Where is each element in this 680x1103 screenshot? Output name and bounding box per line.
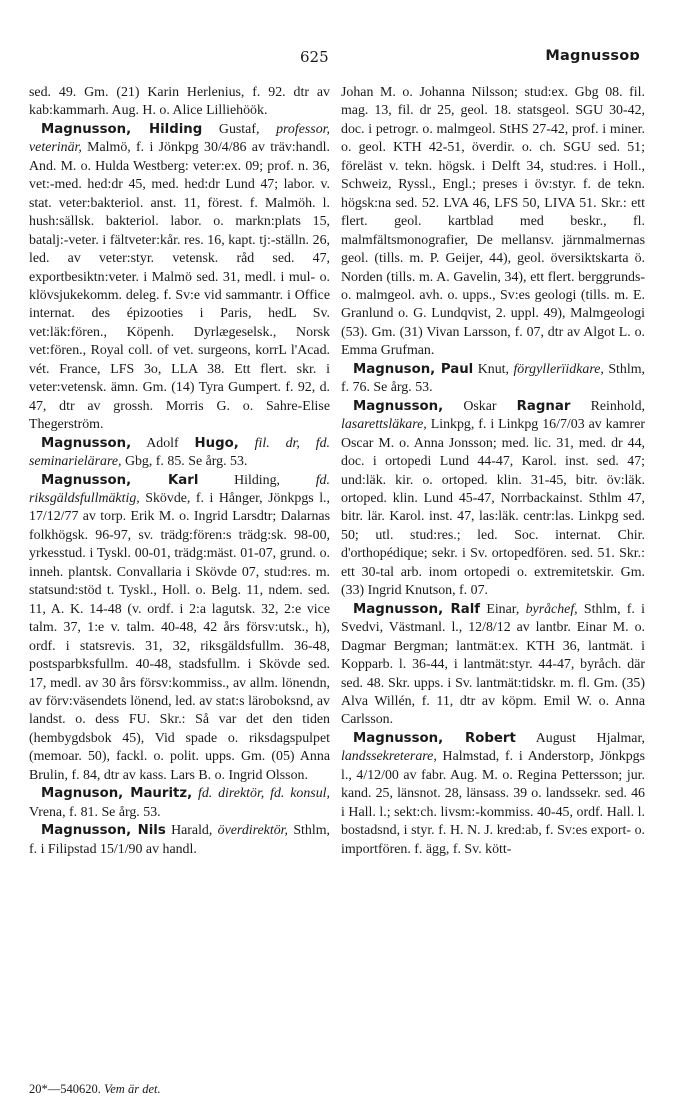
footer-note: Vem är det. <box>104 1082 161 1096</box>
entry-title: överdirektör, <box>217 823 288 839</box>
entry-text: Vrena, f. 81. Se årg. 53. <box>29 804 161 820</box>
entry-text: Sthlm, f. 76. Se årg. 53. <box>341 361 645 396</box>
running-head: Magnussoɒ <box>545 48 640 64</box>
entry-headword: Magnusson, <box>353 398 444 414</box>
page-number: 625 <box>300 48 329 66</box>
entry-text: Sthlm, f. i Svedvi, Västmanl. l., 12/8/12 av lantbr. Einar M. o. Dagmar Bergman; lantmät:ex. KTH 36, lantmät. i Kopparb. l. 36-44, i lantmät:styr. 44-47, byråch. där sed. 48. Skr. upps. i Sv. lantmät:tidskr. m. fl. Gm. (35) Alva Willén, f. 11, dtr av köpm. Emil W. o. Anna Carlsson. <box>341 601 645 728</box>
entry-text: Linkpg, f. i Linkpg 16/7/03 av kamrer Oscar M. o. Anna Jonsson; med. lic. 31, med. dr 44, doc. i ortopedi Lund 44-47, Karol. inst. sed. 47; und:läk. kir. o. ortoped. klin. 31-45, bitr. öv:läk. ortoped. klin. Lund 45-47, Norrbackainst. Sthlm 47, bitr. lär. Karol. inst. 47, las:läk. centr:las. Linkpg sed. 50; utl. stud:res.; led. Soc. internat. Chir. d'orthopédique; sekr. i Sv. ortopedfören. sed. 51. Skr.: ett 30-tal arb. inom ortopedi o. extremitetskir. Gm. (33) Ingrid Knutson, f. 07. <box>341 417 645 599</box>
entry-title: fd. direktör, fd. konsul, <box>198 786 330 802</box>
entry-continuation <box>29 84 330 121</box>
entry-text: Sthlm, f. i Filipstad 15/1/90 av handl. <box>29 823 330 857</box>
entry-headword: Magnusson, Hilding <box>41 121 203 137</box>
entry-headword: Magnusson, Ralf <box>353 601 481 617</box>
entry-title: byråchef, <box>525 601 578 617</box>
page-header <box>0 48 680 72</box>
entry-text: Halmstad, f. i Anderstorp, Jönkpgs l., 4/12/00 av fabr. Aug. M. o. Regina Pettersson; jur. kand. 25, länsnot. 28, länsass. 39 o. landssekr. sed. 46 i Hall. l.; sekt:ch. livsm:-kommiss. 40-45, ordf. Hall. l. bostadsnd, i styr. f. H. N. J. kred:ab, f. Sv:es export- o. importfören. f. ägg, f. Sv. kött- <box>341 749 645 857</box>
entry-title: förgyllerïidkare, <box>513 361 604 377</box>
entry-headword: Hugo, <box>194 435 239 451</box>
entry-continuation <box>341 84 645 361</box>
entry-text: Gbg, f. 85. Se årg. 53. <box>121 454 248 470</box>
entry-title: landssekreterare, <box>341 749 437 765</box>
entry-text: Knut, <box>473 361 514 377</box>
entry-text: August Hjalmar, <box>515 730 645 746</box>
footer-signature: 20*—540620. <box>29 1082 101 1096</box>
entry <box>29 121 330 435</box>
entry-text: Johan M. o. Johanna Nilsson; stud:ex. Gbg 08. fil. mag. 13, fil. dr 25, geol. 18. statsgeol. SGU 30-42, doc. i petrogr. o. malmgeol. StHS 27-42, prof. i miner. o. geol. KTH 42-51, överdir. o. ch. SGU sed. 51; föreläst v. tekn. högsk. i Delft 34, stud:res. i Holl., Schweiz, Ryssl., Engl.; preses i öv:styr. f. de tekn. högsk:na sed. 52. LVA 46, LFS 50, LIVA 51. Skr.: ett flert. geol. kartblad med beskr., fl. malmfältsmonografier, De mellansv. järnmalmernas geol. (tills. m. P. Geijer, 44), geol. översiktskarta ö. Norden (tills. m. A. Gavelin, 34), ett flert. berggrunds- o. malmgeol. avh. o. upps., Sv:es geologi (tills. m. E. Granlund o. G. Lundqvist, 2. uppl. 49), Malmgeologi (53). Gm. (31) Vivan Larsson, f. 07, dtr av Algot L. o. Emma Grufman. <box>341 85 645 359</box>
entry <box>29 472 330 786</box>
entry-text: Skövde, f. i Hånger, Jönkpgs l., 17/12/77 av torp. Erik M. o. Ingrid Larsdtr; Dalarnas folkhögsk. 96-97, sv. trädg:fören:s trädg:sk. 98-00, yrkesstud. i Tyskl. 00-01, trädg:mäst. 01-07, grund. o. inneh. plantsk. Convallaria i Skövde 07, stud:res. m. statsund:stöd t. Tyskl., Holl. o. Belg. 11, ndem. sed. 11, A. K. 14-48 (v. ordf. i 2:a lagutsk. 32, 2:e vice talm. 37, 1:e v. talm. 40-48, 42 års försv:utsk., h), ordf. i statsrevis. 31, 32, riksgäldsfullm. 36-48, postsparbksfullm. 40-48, stadsfullm. i Skövde sed. 17, medl. av 30 års försv:kommiss., av allm. lönendn, av förv:väsendets lönend, led. av stat:s läroboksnd, av landst. o. dess FU. Skr.: Så var det den tiden (hembygdsbok 45), Vid spade o. riksdagspulpet (memoar. 50), fackl. o. polit. upps. Gm. (05) Anna Brulin, f. 84, dtr av kass. Lars B. o. Ingrid Olsson. <box>29 490 330 783</box>
entry-headword: Magnuson, Mauritz, <box>41 786 193 802</box>
entry-title: fil. dr, fd. seminarielärare, <box>29 435 330 470</box>
entry-text: Malmö, f. i Jönkpg 30/4/86 av träv:handl. And. M. o. Hulda Westberg: veter:ex. 09; prof. n. 36, vet:-med. hed:dr 45, med. hed:dr Lund 47; labor. v. stat. veter:bakteriol. anst. 11, förest. f. Malmöh. l. hush:sällsk. bakteriol. labor. o. markn:plats 15, batalj:-veter. i fältveter:kår. res. 16, kapt. tj:-ställn. 26, led. av veter:styr. vetensk. råd sed. 47, exportbesiktn:veter. i Malmö sed. 31, medl. i mul- o. klövsjukekomm. deleg. f. Sv:e vid sammantr. i Office internat. des épizooties i Paris, hedL Sv. vet:läk:fören., Köpenh. Dyrlægeselsk., Norsk vet:fören., Royal coll. of vet. surgeons, korrL l'Acad. vét. France, LFS 3o, LLA 38. Ett flert. skr. i veter:vetensk. ämn. Gm. (14) Tyra Gumpert. f. 92, d. 47, dtr av grossh. Morris G. o. Sahre-Elise Thegerström. <box>29 140 330 433</box>
entry-text: Einar, <box>480 601 526 617</box>
entry <box>341 601 645 730</box>
entry-text: Hilding, <box>198 472 316 488</box>
entry <box>29 435 330 472</box>
entry-title: fd. riksgäldsfullmäktig, <box>29 472 330 506</box>
entry-headword: Magnuson, Paul <box>353 361 474 377</box>
entry-text: Harald, <box>165 823 218 839</box>
entry-text: Reinhold, <box>570 398 645 414</box>
entry-text: Gustaf, <box>202 121 277 137</box>
entry-text: sed. 49. Gm. (21) Karin Herlenius, f. 92. dtr av kab:kammarh. Aug. H. o. Alice Lilliehöök. <box>29 85 330 119</box>
entry-headword: Magnusson, Nils <box>41 823 166 839</box>
entry-headword: Ragnar <box>516 398 571 414</box>
entry-text <box>239 436 255 451</box>
page-footer <box>29 1082 161 1097</box>
right-column <box>341 84 645 859</box>
entry <box>341 361 645 398</box>
entry <box>341 730 645 859</box>
entry-title: lasarettsläkare, <box>341 417 427 433</box>
entry <box>341 398 645 601</box>
entry-headword: Magnusson, Robert <box>353 730 516 746</box>
entry-headword: Magnusson, Karl <box>41 472 199 488</box>
entry-text: Adolf <box>131 435 195 451</box>
entry-title: professor, veterinär, <box>29 121 330 156</box>
entry-headword: Magnusson, <box>41 435 132 451</box>
entry <box>29 785 330 822</box>
left-column <box>29 84 330 859</box>
entry-text: Oskar <box>443 398 517 414</box>
entry <box>29 822 330 859</box>
